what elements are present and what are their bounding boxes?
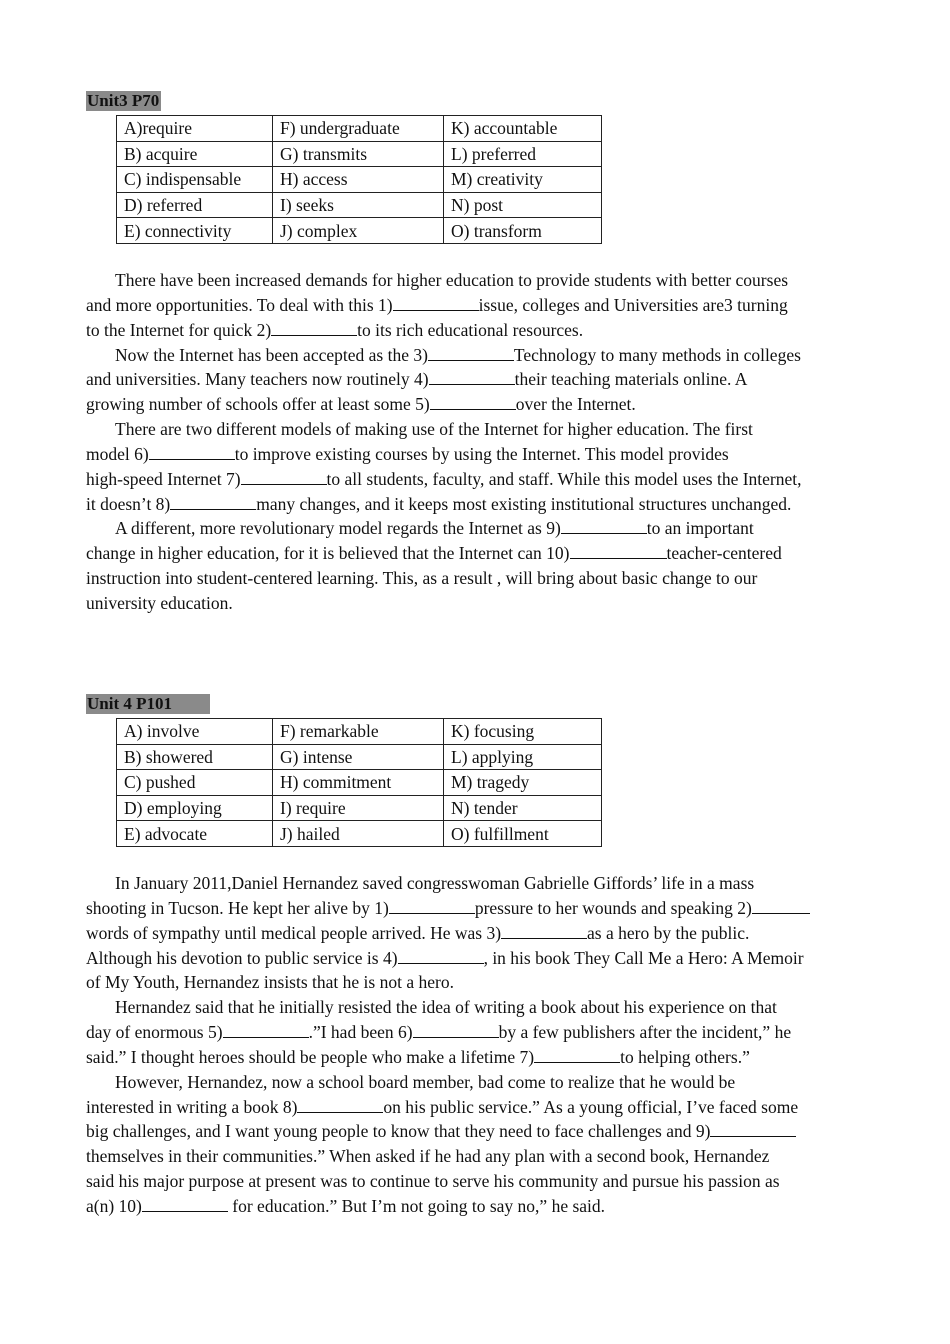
word-option: G) transmits xyxy=(273,141,444,167)
blank-3[interactable] xyxy=(428,343,514,361)
passage-line: themselves in their communities.” When asked if he had any plan with a second book, Hernandez xyxy=(86,1146,770,1167)
unit4-word-bank xyxy=(116,718,602,847)
word-option: C) indispensable xyxy=(117,167,273,193)
word-option: J) hailed xyxy=(273,821,444,847)
blank-9[interactable] xyxy=(710,1119,796,1137)
word-option: K) accountable xyxy=(444,116,602,142)
word-option: J) complex xyxy=(273,218,444,244)
word-option: O) transform xyxy=(444,218,602,244)
word-option: M) creativity xyxy=(444,167,602,193)
passage-line: There are two different models of making use of the Internet for higher education. The first xyxy=(115,419,753,440)
word-option: D) employing xyxy=(117,795,273,821)
word-option: O) fulfillment xyxy=(444,821,602,847)
table-row xyxy=(117,192,602,218)
word-option: I) require xyxy=(273,795,444,821)
passage-line: big challenges, and I want young people to know that they need to face challenges and 9) xyxy=(86,1119,868,1144)
blank-8[interactable] xyxy=(170,492,256,510)
word-option: F) remarkable xyxy=(273,719,444,745)
blank-6[interactable] xyxy=(413,1020,499,1038)
passage-line: Although his devotion to public service is 4) , in his book They Call Me a Hero: A Memoir xyxy=(86,947,804,968)
blank-1[interactable] xyxy=(389,896,475,914)
table-row xyxy=(117,795,602,821)
passage-line: interested in writing a book 8) on his public service.” As a young official, I’ve faced some xyxy=(86,1096,799,1117)
passage-line: There have been increased demands for higher education to provide students with better courses xyxy=(115,270,789,290)
word-option: B) acquire xyxy=(117,141,273,167)
passage-line: university education. xyxy=(86,592,233,613)
passage-line: shooting in Tucson. He kept her alive by 1) pressure to her wounds and speaking 2) xyxy=(86,896,868,921)
table-row xyxy=(117,770,602,796)
passage-line: it doesn’t 8) many changes, and it keeps most existing institutional structures unchanged. xyxy=(86,493,792,514)
passage-line: a(n) 10) for education.” But I’m not going to say no,” he said. xyxy=(86,1195,606,1216)
passage-line: day of enormous 5) .”I had been 6) by a few publishers after the incident,” he xyxy=(86,1022,792,1043)
blank-9[interactable] xyxy=(561,516,647,534)
table-row xyxy=(117,821,602,847)
blank-10[interactable] xyxy=(570,541,667,559)
passage-line: said.” I thought heroes should be people who make a lifetime 7) to helping others.” xyxy=(86,1046,750,1067)
word-option: N) tender xyxy=(444,795,602,821)
blank-5[interactable] xyxy=(223,1020,309,1038)
blank-4[interactable] xyxy=(398,946,484,964)
passage-line: Hernandez said that he initially resisted the idea of writing a book about his experience on that xyxy=(115,997,777,1018)
word-option: F) undergraduate xyxy=(273,116,444,142)
table-row xyxy=(117,744,602,770)
blank-2[interactable] xyxy=(752,896,810,914)
word-option: E) advocate xyxy=(117,821,273,847)
passage-line: growing number of schools offer at least some 5) over the Internet. xyxy=(86,394,636,415)
passage-line: and universities. Many teachers now routinely 4) their teaching materials online. A xyxy=(86,369,748,390)
blank-1[interactable] xyxy=(393,293,479,311)
unit3-heading: Unit3 P70 xyxy=(87,91,160,110)
word-option: D) referred xyxy=(117,192,273,218)
passage-line: high-speed Internet 7) to all students, faculty, and staff. While this model uses the Internet, xyxy=(86,468,802,489)
passage-line: change in higher education, for it is believed that the Internet can 10) teacher-centered xyxy=(86,543,782,564)
passage-line: However, Hernandez, now a school board member, bad come to realize that he would be xyxy=(115,1071,736,1092)
word-option: E) connectivity xyxy=(117,218,273,244)
passage-line: model 6) to improve existing courses by using the Internet. This model provides xyxy=(86,443,729,464)
blank-8[interactable] xyxy=(297,1095,383,1113)
passage-line: instruction into student-centered learning. This, as a result , will bring about basic change to our xyxy=(86,568,758,589)
word-option: K) focusing xyxy=(444,719,602,745)
blank-4[interactable] xyxy=(429,367,515,385)
blank-3[interactable] xyxy=(501,921,587,939)
passage-line: to the Internet for quick 2) to its rich educational resources. xyxy=(86,319,584,340)
table-row xyxy=(117,116,602,142)
blank-5[interactable] xyxy=(430,392,516,410)
passage-line: Now the Internet has been accepted as the 3) Technology to many methods in colleges xyxy=(115,344,801,365)
word-option: M) tragedy xyxy=(444,770,602,796)
unit3-word-bank xyxy=(116,115,602,244)
word-option: H) commitment xyxy=(273,770,444,796)
word-option: L) applying xyxy=(444,744,602,770)
blank-7[interactable] xyxy=(534,1045,620,1063)
unit3-passage xyxy=(86,268,868,616)
passage-line: and more opportunities. To deal with this 1) issue, colleges and Universities are3 turning xyxy=(86,294,788,315)
unit4-heading: Unit 4 P101 xyxy=(86,694,210,714)
blank-2[interactable] xyxy=(271,318,357,336)
table-row xyxy=(117,167,602,193)
word-option: N) post xyxy=(444,192,602,218)
word-option: I) seeks xyxy=(273,192,444,218)
word-option: A)require xyxy=(117,116,273,142)
word-option: B) showered xyxy=(117,744,273,770)
word-option: L) preferred xyxy=(444,141,602,167)
word-option: A) involve xyxy=(117,719,273,745)
table-row xyxy=(117,141,602,167)
table-row xyxy=(117,218,602,244)
blank-7[interactable] xyxy=(241,467,327,485)
table-row xyxy=(117,719,602,745)
word-option: H) access xyxy=(273,167,444,193)
passage-line: of My Youth, Hernandez insists that he is not a hero. xyxy=(86,972,454,993)
unit4-passage xyxy=(86,871,868,1219)
passage-line: words of sympathy until medical people arrived. He was 3) as a hero by the public. xyxy=(86,922,750,943)
passage-line: A different, more revolutionary model regards the Internet as 9) to an important xyxy=(115,518,754,539)
word-option: G) intense xyxy=(273,744,444,770)
passage-line: In January 2011,Daniel Hernandez saved congresswoman Gabrielle Giffords’ life in a mass xyxy=(115,873,755,893)
word-option: C) pushed xyxy=(117,770,273,796)
blank-6[interactable] xyxy=(149,442,235,460)
blank-10[interactable] xyxy=(142,1194,228,1212)
passage-line: said his major purpose at present was to continue to serve his community and pursue his passion as xyxy=(86,1171,780,1192)
